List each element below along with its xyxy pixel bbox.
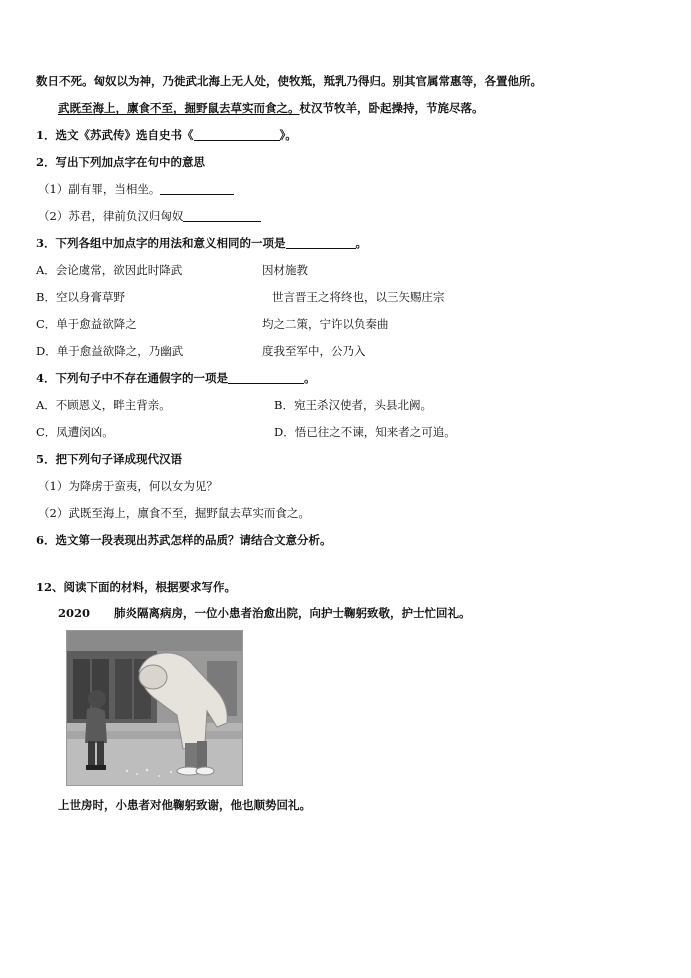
question-1: [36, 127, 297, 143]
question-4-stem-text: 4．下列句子中不存在通假字的一项是: [36, 371, 228, 385]
question-2-item-1-text: （1）副有罪，当相坐。: [38, 182, 161, 196]
bowing-photo: [66, 630, 243, 786]
question-1-prefix: 1．选文《苏武传》选自史书《: [36, 128, 194, 142]
q12-caption-top: 肺炎隔离病房，一位小患者治愈出院，向护士鞠躬致敬，护士忙回礼。: [114, 606, 471, 620]
passage-line-1: 数日不死。匈奴以为神，乃徙武北海上无人处，使牧羝，羝乳乃得归。别其官属常惠等，各置他所。: [36, 74, 542, 88]
answer-blank-1[interactable]: [194, 128, 280, 141]
question-2-item-2: [38, 208, 261, 224]
question-4-option-b[interactable]: B．宛王杀汉使者，头县北阙。: [274, 398, 432, 412]
question-4-stem-suffix: 。: [304, 371, 316, 385]
question-3-option-c-compare: 均之二策，宁许以负秦曲: [262, 317, 389, 331]
question-4-stem: [36, 370, 316, 386]
question-4-option-d[interactable]: D．悟已往之不谏，知来者之可追。: [274, 425, 456, 439]
question-3-option-a-compare: 因材施教: [262, 263, 308, 277]
question-2-stem: 2．写出下列加点字在句中的意思: [36, 155, 205, 169]
passage-line-2-rest: 杖汉节牧羊，卧起操持，节旄尽落。: [299, 101, 484, 115]
answer-blank-3[interactable]: [286, 236, 356, 249]
question-5-item-1: （1）为降虏于蛮夷，何以女为见？: [38, 479, 218, 493]
q12-year: 2020: [58, 606, 91, 620]
question-3-option-b[interactable]: B．空以身膏草野: [36, 290, 125, 304]
question-3-stem: [36, 235, 367, 251]
question-6-stem: 6．选文第一段表现出苏武怎样的品质？请结合文意分析。: [36, 533, 332, 547]
question-3-option-d[interactable]: D．单于愈益欲降之，乃幽武: [36, 344, 184, 358]
passage-line-2: [58, 100, 484, 116]
question-3-option-c[interactable]: C．单于愈益欲降之: [36, 317, 137, 331]
question-3-stem-suffix: 。: [355, 236, 367, 250]
question-5-item-2: （2）武既至海上，廪食不至，掘野鼠去草实而食之。: [38, 506, 310, 520]
question-12-stem: 12、阅读下面的材料，根据要求写作。: [36, 580, 237, 594]
question-3-option-d-compare: 度我至军中，公乃入: [262, 344, 366, 358]
question-4-option-c[interactable]: C．凤遭闵凶。: [36, 425, 114, 439]
question-4-option-a[interactable]: A．不顾恩义，畔主背亲。: [36, 398, 171, 412]
answer-blank-2-2[interactable]: [183, 209, 261, 222]
question-2-item-1: [38, 181, 234, 197]
question-2-item-2-text: （2）苏君，律前负汉归匈奴: [38, 209, 184, 223]
bowing-photo-illustration: [67, 631, 242, 785]
question-3-stem-text: 3．下列各组中加点字的用法和意义相同的一项是: [36, 236, 286, 250]
passage-underlined-sentence: 武既至海上，廪食不至，掘野鼠去草实而食之。: [58, 101, 300, 115]
answer-blank-4[interactable]: [228, 371, 304, 384]
question-5-stem: 5．把下列句子译成现代汉语: [36, 452, 183, 466]
q12-caption-bottom: 上世房时，小患者对他鞠躬致谢，他也顺势回礼。: [58, 798, 311, 812]
question-3-option-a[interactable]: A．会论虞常，欲因此时降武: [36, 263, 183, 277]
answer-blank-2-1[interactable]: [160, 182, 234, 195]
question-1-suffix: 》。: [279, 128, 297, 142]
question-3-option-b-compare: 世言晋王之将终也，以三矢赐庄宗: [272, 290, 445, 304]
